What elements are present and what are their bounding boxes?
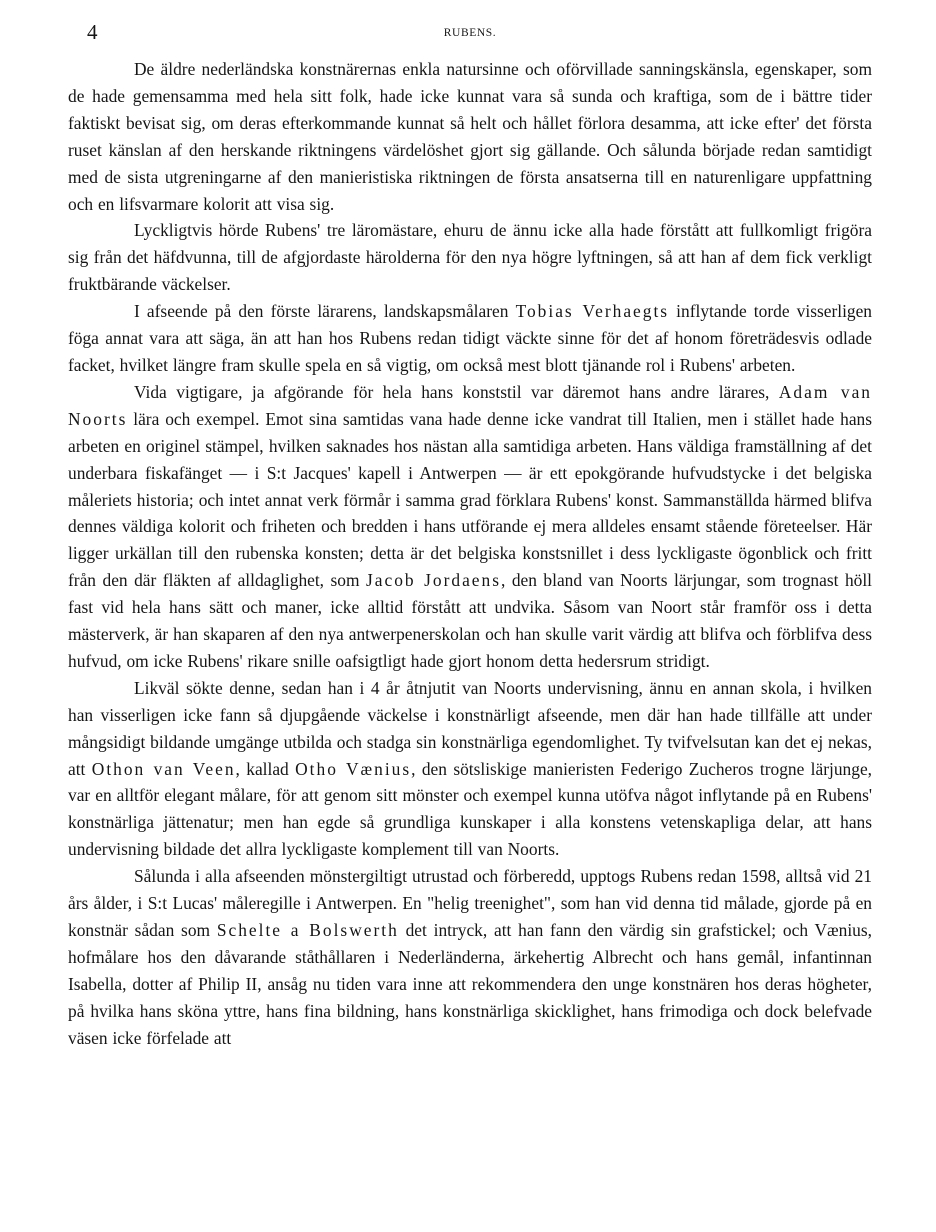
text-segment: inflytande torde visserligen föga annat vara att säga, än att han hos Rubens redan tidigt väckte sinne för det af honom företrädesvis odlade facket, hvilket längre fram skulle spela en så vigtig, om också mest blott tjänande rol i Rubens' arbeten. xyxy=(68,301,873,375)
paragraph xyxy=(68,379,872,675)
spaced-name: Adam van Noorts xyxy=(68,381,872,429)
text-segment: , den sötsliskige manieristen Federigo Zucheros trogne lärjunge, var en alltför elegant målare, för att genom sitt mönster och exempel kunna utöfva något inflytande på en Rubens' konstnärliga jättenatur; men han egde så grundliga kunskaper i alla konstens vetenskapliga delar, att hans undervisning bildade det allra lyckligaste komplement till van Noorts. xyxy=(68,758,873,860)
running-header xyxy=(68,18,872,46)
text-segment: det intryck, att han fann den värdig sin grafstickel; och Vænius, hofmålare hos den dåvarande ståthållaren i Nederländerna, ärkehertig Albrecht och hans gemål, infantinnan Isabella, dotter af Philip II, ansåg nu tiden vara inne att rekommendera den unge konstnären hos deras högheter, på hvilka hans sköna yttre, hans fina bildning, hans konstnärliga skicklighet, hans frimodiga och dock belefvade väsen icke förfelade att xyxy=(68,920,872,1048)
book-page xyxy=(68,0,872,1232)
text-segment: , den bland van Noorts lärjungar, som trognast höll fast vid hela hans sätt och maner, icke alltid förstått att undvika. Såsom van Noort står framför oss i detta mästerverk, är han skaparen af den nya antwerpenerskolan och han skulle varit värdig att blifva och förblifva dess hufvud, om icke Rubens' rikare snille oafsigtligt hade gjort honom detta hedersrum stridigt. xyxy=(68,570,872,671)
text-segment: I afseende på den förste lärarens, landskapsmålaren xyxy=(134,301,516,322)
body-text xyxy=(68,56,872,1052)
spaced-name: Schelte a Bolswerth xyxy=(216,920,399,940)
text-segment: De äldre nederländska konstnärernas enkla natursinne och oförvillade sanningskänsla, egenskaper, som de hade gemensamma med hela sitt folk, hade icke kunnat vara så sunda och kraftiga, som de i bättre tider faktiskt bevisat sig, om deras efterkommande kunnat så helt och hållet förlora desamma, att icke efter' det första ruset känslan af den herskande riktningens värdelöshet gjort sig gällande. Och sålunda började redan samtidigt med de sista utgreningarne af den manieristiska riktningen de första ansatserna till en naturenligare uppfattning och en lifsvarmare kolorit att visa sig. xyxy=(68,59,872,214)
page-number: 4 xyxy=(87,20,98,44)
spaced-name: Jacob Jordaens xyxy=(366,570,501,591)
paragraph xyxy=(68,56,872,217)
spaced-name: Tobias Verhaegts xyxy=(515,301,670,322)
text-segment: Sålunda i alla afseenden mönstergiltigt utrustad och förberedd, upptogs Rubens redan 1598, alltså vid 21 års ålder, i S:t Lucas' måleregille i Antwerpen. En "helig treenighet", som han vid denna tid målade, gjorde på en konstnär sådan som xyxy=(68,866,872,940)
text-segment: Vida vigtigare, ja afgörande för hela hans konststil var däremot hans andre lärares, xyxy=(134,381,779,402)
paragraph xyxy=(68,298,872,379)
spaced-name: Othon van Veen xyxy=(91,758,236,779)
text-segment: Lyckligtvis hörde Rubens' tre läromästare, ehuru de ännu icke alla hade förstått att fullkomligt frigöra sig från det häfdvunna, till de afgjordaste härolderna för den nya högre lyftningen, så att han af dem fick verkligt fruktbärande väckelser. xyxy=(68,220,872,295)
paragraph xyxy=(68,675,872,863)
paragraph xyxy=(68,863,872,1051)
spaced-name: Otho Vænius xyxy=(295,758,412,779)
text-segment: lära och exempel. Emot sina samtidas vana hade denne icke vandrat till Italien, men i stället hade hans arbeten en originel stämpel, hvilken saknades hos nästan alla samtidiga arbeten. Hans väldiga framställning af det underbara fiskafänget — i S:t Jacques' kapell i Antwerpen — är ett epokgörande hufvudstycke i det belgiska måleriets historia; och intet annat verk förmår i samma grad förklara Rubens' konst. Sammanställda härmed blifva dennes väldiga kolorit och friheten och bredden i hans utförande ej mera alldeles ensamt stående företeelser. Här ligger urkällan till den rubenska konsten; detta är det belgiska konstsnillet i dess lyckligaste ögonblick och fritt från den där fläkten af alldaglighet, som xyxy=(68,408,872,591)
text-segment: , kallad xyxy=(235,758,296,779)
running-title: RUBENS. xyxy=(443,27,497,39)
text-segment: Likväl sökte denne, sedan han i 4 år åtnjutit van Noorts undervisning, ännu en annan skola, i hvilken han visserligen icke fann så djupgående väckelse i konstnärligt afseende, men där han hade tillfälle att under mångsidigt bildande umgänge utbilda och stadga sin konstnärliga egendomlighet. Ty tvifvelsutan kan det ej nekas, att xyxy=(68,677,872,779)
paragraph xyxy=(68,217,872,298)
